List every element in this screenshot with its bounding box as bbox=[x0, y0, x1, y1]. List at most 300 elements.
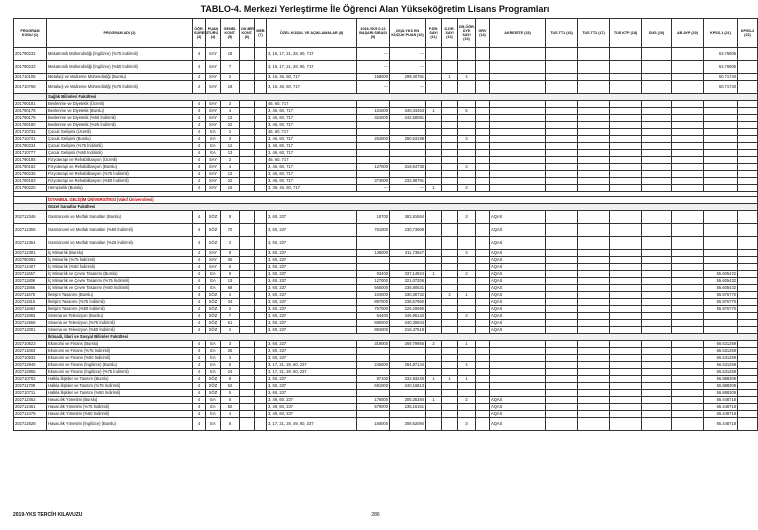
table-cell bbox=[255, 369, 267, 376]
table-cell: 4 bbox=[193, 362, 206, 369]
table-cell: Ekonomi ve Finans (İngilizce) (%75 İndirimli) bbox=[47, 369, 193, 376]
column-header: PROGRAM ADI (2) bbox=[47, 19, 193, 48]
table-cell: 24 bbox=[221, 369, 240, 376]
table-cell bbox=[255, 157, 267, 164]
table-cell: 4 bbox=[193, 355, 206, 362]
table-cell bbox=[704, 157, 738, 164]
table-cell bbox=[642, 61, 672, 74]
table-cell: 127000 bbox=[357, 278, 390, 285]
table-cell: 2 bbox=[442, 292, 458, 299]
table-cell bbox=[476, 250, 490, 257]
table-cell bbox=[610, 397, 642, 404]
table-cell: 3, 60, 237 bbox=[267, 285, 357, 292]
table-cell bbox=[738, 320, 758, 327]
table-cell bbox=[390, 237, 426, 250]
table-cell bbox=[240, 211, 255, 224]
table-cell bbox=[546, 327, 578, 334]
table-cell bbox=[738, 61, 758, 74]
table-cell bbox=[738, 278, 758, 285]
table-cell bbox=[738, 369, 758, 376]
table-cell: SÖZ bbox=[206, 390, 221, 397]
table-cell bbox=[426, 404, 442, 411]
table-cell bbox=[672, 299, 704, 306]
table-cell: Havacılık Yönetimi (Burslu) bbox=[47, 397, 193, 404]
table-cell bbox=[672, 178, 704, 185]
table-cell bbox=[442, 383, 458, 390]
table-cell: 3 bbox=[458, 418, 476, 431]
table-cell: 3 bbox=[458, 136, 476, 143]
table-cell bbox=[442, 320, 458, 327]
table-cell bbox=[442, 171, 458, 178]
table-cell: 3 bbox=[458, 164, 476, 171]
table-cell: 3, 16, 46, 60, 717 bbox=[267, 74, 357, 81]
table-cell bbox=[442, 285, 458, 292]
university-name: İSTANBUL GELİŞİM ÜNİVERSİTESİ (Vakıf Üniversitesi) bbox=[47, 197, 758, 204]
column-header: 2018-YKS EN KÜÇÜK PUAN (10) bbox=[390, 19, 426, 48]
table-cell bbox=[610, 369, 642, 376]
table-cell bbox=[255, 250, 267, 257]
table-cell bbox=[642, 299, 672, 306]
table-cell bbox=[476, 313, 490, 320]
table-cell: 382,81864 bbox=[390, 211, 426, 224]
table-cell: 3 bbox=[221, 136, 240, 143]
table-cell: 66.631259 bbox=[704, 369, 738, 376]
table-cell: 56.888309 bbox=[704, 383, 738, 390]
table-row bbox=[14, 306, 758, 313]
table-cell bbox=[610, 278, 642, 285]
table-cell bbox=[458, 264, 476, 271]
table-cell: SAY bbox=[206, 264, 221, 271]
table-cell: Gastronomi ve Mutfak Sanatları (%50 İndirimli) bbox=[47, 224, 193, 237]
table-cell bbox=[738, 157, 758, 164]
table-cell bbox=[490, 48, 546, 61]
table-cell bbox=[490, 362, 546, 369]
table-row bbox=[14, 143, 758, 150]
table-cell bbox=[672, 418, 704, 431]
table-cell bbox=[642, 108, 672, 115]
table-cell: 55.976770 bbox=[704, 306, 738, 313]
table-row bbox=[14, 136, 758, 143]
table-cell: 2 bbox=[221, 157, 240, 164]
table-cell bbox=[578, 341, 610, 348]
table-cell: 202710632 bbox=[14, 355, 47, 362]
table-cell: 3, 17, 21, 28, 49, 60, 237 bbox=[267, 418, 357, 431]
table-cell bbox=[255, 299, 267, 306]
table-cell: 305,35384 bbox=[390, 397, 426, 404]
table-cell bbox=[442, 355, 458, 362]
table-cell bbox=[442, 397, 458, 404]
table-cell bbox=[476, 306, 490, 313]
table-cell bbox=[476, 257, 490, 264]
table-cell bbox=[458, 171, 476, 178]
table-cell bbox=[255, 48, 267, 61]
table-cell bbox=[578, 320, 610, 327]
table-cell bbox=[240, 108, 255, 115]
table-cell bbox=[738, 81, 758, 94]
table-cell bbox=[642, 178, 672, 185]
table-cell bbox=[357, 101, 390, 108]
table-cell bbox=[442, 81, 458, 94]
table-cell: 3, 46, 60, 717 bbox=[267, 178, 357, 185]
table-cell: 230,73908 bbox=[390, 224, 426, 237]
table-cell bbox=[442, 101, 458, 108]
table-cell: 4 bbox=[193, 271, 206, 278]
table-cell: Ekonomi ve Finans (Burslu) bbox=[47, 341, 193, 348]
table-cell: 3, 46, 60, 717 bbox=[267, 122, 357, 129]
table-cell: AQAS bbox=[490, 299, 546, 306]
heading-spacer bbox=[14, 334, 47, 341]
table-cell: 238,67960 bbox=[390, 299, 426, 306]
table-cell bbox=[476, 341, 490, 348]
table-cell: 18 bbox=[221, 48, 240, 61]
table-cell bbox=[476, 278, 490, 285]
table-cell: AQAS bbox=[490, 306, 546, 313]
table-cell bbox=[240, 122, 255, 129]
table-cell: 201710777 bbox=[14, 150, 47, 157]
table-cell bbox=[255, 108, 267, 115]
table-cell: Halkla İlişkiler ve Tanıtım (%75 İndirimli) bbox=[47, 383, 193, 390]
table-cell: 3, 60, 237 bbox=[267, 271, 357, 278]
table-cell: 1 bbox=[458, 376, 476, 383]
table-cell bbox=[458, 101, 476, 108]
table-cell bbox=[578, 115, 610, 122]
table-cell: 319,64730 bbox=[390, 164, 426, 171]
table-cell bbox=[240, 320, 255, 327]
table-cell bbox=[546, 292, 578, 299]
table-cell bbox=[426, 150, 442, 157]
table-cell bbox=[426, 178, 442, 185]
table-cell bbox=[240, 264, 255, 271]
table-cell bbox=[458, 299, 476, 306]
table-row bbox=[14, 327, 758, 334]
table-cell bbox=[255, 61, 267, 74]
table-cell: İç Mimarlık ve Çevre Tasarımı (Burslu) bbox=[47, 271, 193, 278]
table-cell: AQAS bbox=[490, 418, 546, 431]
table-cell bbox=[240, 411, 255, 418]
table-cell bbox=[390, 101, 426, 108]
table-cell bbox=[546, 81, 578, 94]
university-heading-row bbox=[14, 197, 758, 204]
table-cell bbox=[255, 397, 267, 404]
table-cell: 202711806 bbox=[14, 278, 47, 285]
table-cell bbox=[255, 264, 267, 271]
table-cell: 235,16161 bbox=[390, 404, 426, 411]
table-cell bbox=[578, 271, 610, 278]
table-cell: AQAS bbox=[490, 404, 546, 411]
table-cell: EA bbox=[206, 397, 221, 404]
table-cell bbox=[672, 143, 704, 150]
table-cell bbox=[426, 115, 442, 122]
table-cell bbox=[738, 178, 758, 185]
table-cell: Havacılık Yönetimi (%75 İndirimli) bbox=[47, 404, 193, 411]
table-cell bbox=[476, 320, 490, 327]
column-header: P.DR. SAYI (11) bbox=[426, 19, 442, 48]
table-cell bbox=[546, 362, 578, 369]
table-cell bbox=[476, 404, 490, 411]
table-cell: 26 bbox=[221, 348, 240, 355]
table-cell bbox=[240, 362, 255, 369]
table-cell bbox=[255, 171, 267, 178]
table-cell bbox=[738, 271, 758, 278]
table-cell: SAY bbox=[206, 122, 221, 129]
table-cell bbox=[490, 376, 546, 383]
table-cell: 4 bbox=[193, 292, 206, 299]
table-cell bbox=[255, 362, 267, 369]
table-cell bbox=[390, 369, 426, 376]
table-cell bbox=[738, 348, 758, 355]
table-cell: AQAS bbox=[490, 320, 546, 327]
table-cell: 3, 60, 237 bbox=[267, 376, 357, 383]
table-cell: 201790179 bbox=[14, 115, 47, 122]
table-cell bbox=[458, 157, 476, 164]
table-cell bbox=[476, 299, 490, 306]
table-cell bbox=[255, 115, 267, 122]
table-cell bbox=[610, 383, 642, 390]
table-cell bbox=[442, 390, 458, 397]
table-cell bbox=[490, 136, 546, 143]
table-cell bbox=[578, 348, 610, 355]
table-cell: 4 bbox=[193, 150, 206, 157]
table-cell: 3, 60, 237 bbox=[267, 348, 357, 355]
table-cell: Gastronomi ve Mutfak Sanatları (Burslu) bbox=[47, 211, 193, 224]
table-cell bbox=[672, 136, 704, 143]
table-cell bbox=[738, 143, 758, 150]
table-cell bbox=[357, 150, 390, 157]
table-cell: 330,36732 bbox=[390, 292, 426, 299]
table-cell: 202712346 bbox=[14, 211, 47, 224]
table-cell bbox=[672, 313, 704, 320]
table-cell bbox=[704, 171, 738, 178]
table-cell: 4 bbox=[193, 369, 206, 376]
table-cell: 202711675 bbox=[14, 292, 47, 299]
table-cell: Metalurji ve Malzeme Mühendisliği (Burslu) bbox=[47, 74, 193, 81]
table-cell bbox=[255, 74, 267, 81]
table-row bbox=[14, 362, 758, 369]
table-cell: 202710711 bbox=[14, 390, 47, 397]
table-cell: 4 bbox=[193, 185, 206, 192]
table-cell bbox=[476, 74, 490, 81]
table-cell bbox=[476, 264, 490, 271]
table-cell bbox=[476, 418, 490, 431]
table-cell bbox=[578, 257, 610, 264]
table-cell bbox=[642, 404, 672, 411]
table-cell bbox=[476, 150, 490, 157]
table-cell: SAY bbox=[206, 61, 221, 74]
table-cell bbox=[738, 341, 758, 348]
table-cell: 66.631259 bbox=[704, 348, 738, 355]
table-cell bbox=[642, 136, 672, 143]
table-cell bbox=[738, 108, 758, 115]
table-cell bbox=[546, 390, 578, 397]
table-cell bbox=[390, 264, 426, 271]
table-cell bbox=[546, 122, 578, 129]
table-cell bbox=[255, 411, 267, 418]
table-cell: 202712364 bbox=[14, 237, 47, 250]
table-cell: --- bbox=[357, 61, 390, 74]
table-cell: 4 bbox=[193, 250, 206, 257]
table-cell bbox=[578, 369, 610, 376]
table-cell: 34 bbox=[221, 299, 240, 306]
table-cell: 319000 bbox=[357, 341, 390, 348]
table-cell bbox=[476, 327, 490, 334]
table-cell bbox=[442, 61, 458, 74]
faculty-name: Sağlık Bilimleri Fakültesi bbox=[47, 94, 758, 101]
table-row bbox=[14, 376, 758, 383]
table-cell: 3, 60, 237 bbox=[267, 264, 357, 271]
table-cell bbox=[357, 264, 390, 271]
table-cell bbox=[738, 211, 758, 224]
table-cell: 202711657 bbox=[14, 271, 47, 278]
table-cell bbox=[490, 129, 546, 136]
table-cell: 4 bbox=[221, 292, 240, 299]
table-cell bbox=[357, 355, 390, 362]
table-cell bbox=[610, 264, 642, 271]
table-cell: 104000 bbox=[357, 292, 390, 299]
table-cell bbox=[610, 115, 642, 122]
table-cell: 3, 49, 60, 237 bbox=[267, 411, 357, 418]
table-cell bbox=[240, 271, 255, 278]
table-cell: SAY bbox=[206, 257, 221, 264]
table-cell bbox=[546, 418, 578, 431]
table-cell: SÖZ bbox=[206, 237, 221, 250]
table-cell: 2 bbox=[221, 237, 240, 250]
table-cell: 201710741 bbox=[14, 136, 47, 143]
table-cell bbox=[578, 306, 610, 313]
table-cell bbox=[240, 299, 255, 306]
table-cell bbox=[426, 348, 442, 355]
table-row bbox=[14, 369, 758, 376]
table-cell bbox=[578, 157, 610, 164]
table-cell: EA bbox=[206, 341, 221, 348]
table-cell bbox=[490, 390, 546, 397]
table-cell: 4 bbox=[193, 108, 206, 115]
table-cell: Beslenme ve Diyetetik (%50 İndirimli) bbox=[47, 115, 193, 122]
table-cell: 30 bbox=[221, 257, 240, 264]
table-cell: SAY bbox=[206, 178, 221, 185]
table-cell: 1 bbox=[426, 397, 442, 404]
table-cell bbox=[610, 390, 642, 397]
table-cell bbox=[458, 327, 476, 334]
table-cell bbox=[578, 48, 610, 61]
table-cell: 3, 60, 237 bbox=[267, 390, 357, 397]
table-cell bbox=[442, 404, 458, 411]
table-cell bbox=[458, 306, 476, 313]
table-cell bbox=[458, 224, 476, 237]
table-cell bbox=[672, 257, 704, 264]
table-cell: İletişim Tasarımı (Burslu) bbox=[47, 292, 193, 299]
table-row bbox=[14, 299, 758, 306]
table-cell bbox=[738, 292, 758, 299]
table-cell: 3, 60, 237 bbox=[267, 224, 357, 237]
table-cell: 308,62094 bbox=[390, 418, 426, 431]
table-cell bbox=[704, 143, 738, 150]
table-cell: EA bbox=[206, 150, 221, 157]
table-cell bbox=[738, 237, 758, 250]
column-header: MEB (7) bbox=[255, 19, 267, 48]
table-cell bbox=[255, 285, 267, 292]
table-cell bbox=[426, 164, 442, 171]
table-cell bbox=[240, 129, 255, 136]
table-cell: SÖZ bbox=[206, 376, 221, 383]
table-cell: 61 bbox=[221, 320, 240, 327]
table-cell bbox=[426, 157, 442, 164]
table-cell: 2 bbox=[221, 129, 240, 136]
table-cell: 6 bbox=[221, 264, 240, 271]
table-cell bbox=[255, 355, 267, 362]
table-cell bbox=[738, 136, 758, 143]
table-cell: İç Mimarlık (%75 İndirimli) bbox=[47, 257, 193, 264]
table-cell: 202711693 bbox=[14, 348, 47, 355]
table-cell: 4 bbox=[193, 122, 206, 129]
table-cell bbox=[390, 129, 426, 136]
table-cell bbox=[476, 122, 490, 129]
table-cell: 201790185 bbox=[14, 157, 47, 164]
table-cell bbox=[458, 383, 476, 390]
table-cell bbox=[240, 376, 255, 383]
table-cell: 681000 bbox=[357, 383, 390, 390]
table-cell: 202712479 bbox=[14, 411, 47, 418]
table-cell: 56.888309 bbox=[704, 390, 738, 397]
table-cell bbox=[240, 48, 255, 61]
table-row bbox=[14, 150, 758, 157]
table-cell: AQAS bbox=[490, 224, 546, 237]
table-cell bbox=[426, 122, 442, 129]
table-cell bbox=[578, 411, 610, 418]
table-cell bbox=[642, 390, 672, 397]
column-header: TUS TT2 (17) bbox=[578, 19, 610, 48]
table-cell bbox=[642, 185, 672, 192]
table-cell bbox=[546, 48, 578, 61]
table-cell bbox=[240, 278, 255, 285]
table-cell bbox=[738, 390, 758, 397]
table-cell bbox=[610, 150, 642, 157]
table-cell bbox=[240, 136, 255, 143]
table-cell bbox=[426, 61, 442, 74]
table-cell bbox=[578, 74, 610, 81]
table-cell: Mekatronik Mühendisliği (İngilizce) (%50 İndirimli) bbox=[47, 61, 193, 74]
table-cell bbox=[546, 397, 578, 404]
table-cell bbox=[546, 278, 578, 285]
table-cell bbox=[672, 278, 704, 285]
table-row bbox=[14, 122, 758, 129]
table-cell: 4 bbox=[193, 306, 206, 313]
table-cell bbox=[642, 164, 672, 171]
table-cell bbox=[738, 48, 758, 61]
table-row bbox=[14, 74, 758, 81]
table-cell bbox=[642, 348, 672, 355]
table-cell: 897000 bbox=[357, 299, 390, 306]
table-cell bbox=[642, 320, 672, 327]
table-cell bbox=[704, 178, 738, 185]
table-cell: 4 bbox=[193, 164, 206, 171]
table-cell: 3, 60, 237 bbox=[267, 341, 357, 348]
table-cell bbox=[704, 129, 738, 136]
table-cell bbox=[738, 327, 758, 334]
table-cell: EA bbox=[206, 271, 221, 278]
table-cell: 2 bbox=[221, 101, 240, 108]
table-cell: 3 bbox=[221, 355, 240, 362]
table-cell bbox=[672, 74, 704, 81]
table-row bbox=[14, 224, 758, 237]
table-cell: 6 bbox=[221, 418, 240, 431]
table-cell bbox=[610, 299, 642, 306]
table-cell bbox=[255, 278, 267, 285]
table-cell bbox=[390, 411, 426, 418]
table-cell bbox=[738, 285, 758, 292]
table-cell bbox=[240, 164, 255, 171]
table-cell bbox=[546, 355, 578, 362]
table-cell: 202710702 bbox=[14, 376, 47, 383]
